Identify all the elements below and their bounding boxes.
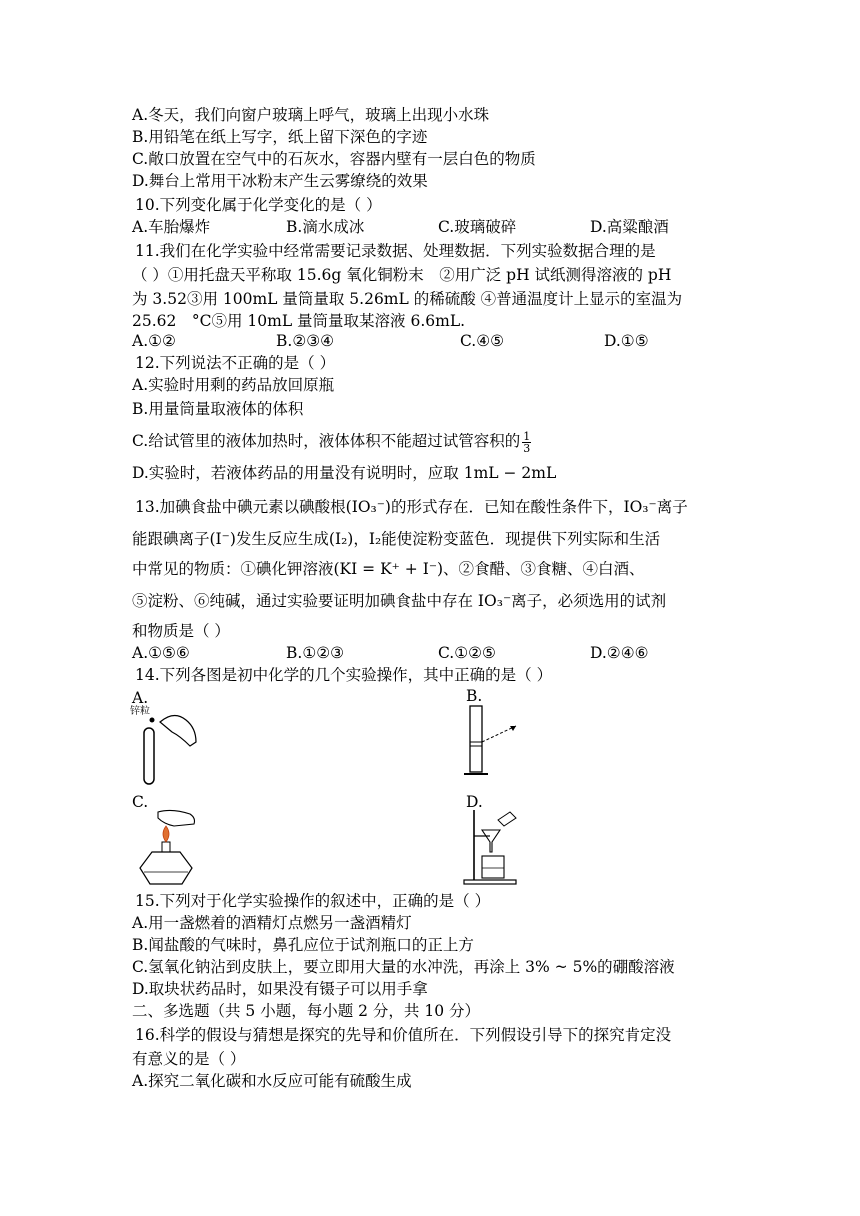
- question-14: 14.下列各图是初中化学的几个实验操作，其中正确的是（ ）: [135, 666, 553, 684]
- q13-option-c: C.①②⑤: [438, 644, 496, 662]
- q12-option-d: D.实验时，若液体药品的用量没有说明时，应取 1mL − 2mL: [132, 464, 557, 482]
- question-16-line2: 有意义的是（ ）: [132, 1050, 246, 1068]
- figure-b-cylinder-drawing: [460, 700, 540, 780]
- question-10: 10.下列变化属于化学变化的是（ ）: [135, 196, 382, 214]
- q12-option-c: [132, 430, 531, 454]
- figure-c-label: C.: [132, 793, 149, 811]
- figure-d-label: D.: [466, 793, 483, 811]
- q11-option-d: D.①⑤: [604, 332, 649, 350]
- q10-option-c: C.玻璃破碎: [438, 218, 517, 236]
- q9-option-b: B.用铅笔在纸上写字，纸上留下深色的字迹: [132, 128, 428, 146]
- q16-option-a: A.探究二氧化碳和水反应可能有硫酸生成: [132, 1072, 412, 1090]
- question-11-line4: 25.62 °C⑤用 10mL 量筒量取某溶液 6.6mL.: [132, 312, 466, 330]
- question-13-line3: 中常见的物质：①碘化钾溶液(KI = K⁺ + I⁻)、②食醋、③食糖、④白酒、: [132, 560, 645, 578]
- question-13-line5: 和物质是（ ）: [132, 622, 230, 640]
- q10-option-b: B.滴水成冰: [286, 218, 365, 236]
- q9-option-c: C.敞口放置在空气中的石灰水，容器内壁有一层白色的物质: [132, 150, 536, 168]
- figure-a-test-tube-drawing: [130, 702, 210, 790]
- q15-option-b: B.闻盐酸的气味时，鼻孔应位于试剂瓶口的正上方: [132, 936, 474, 954]
- q15-option-a: A.用一盏燃着的酒精灯点燃另一盏酒精灯: [132, 914, 412, 932]
- question-11-line3: 为 3.52③用 100mL 量筒量取 5.26mL 的稀硫酸 ④普通温度计上显示的室温为: [132, 290, 683, 308]
- q12-option-a: A.实验时用剩的药品放回原瓶: [132, 376, 335, 394]
- question-13-line4: ⑤淀粉、⑥纯碱，通过实验要证明加碘食盐中存在 IO₃⁻离子，必须选用的试剂: [132, 592, 667, 610]
- fraction-one-third: $\frac{1}{3}$: [523, 429, 531, 455]
- question-11-line2: （ ）①用托盘天平称取 15.6g 氧化铜粉末 ②用广泛 pH 试纸测得溶液的 pH: [132, 266, 672, 284]
- section-2-heading: 二、多选题（共 5 小题，每小题 2 分，共 10 分）: [132, 1002, 481, 1020]
- question-16-line1: 16.科学的假设与猜想是探究的先导和价值所在．下列假设引导下的探究肯定没: [135, 1026, 672, 1044]
- question-15: 15.下列对于化学实验操作的叙述中，正确的是（ ）: [135, 892, 491, 910]
- q13-option-d: D.②④⑥: [590, 644, 649, 662]
- q9-option-d: D.舞台上常用干冰粉末产生云雾缭绕的效果: [132, 172, 428, 190]
- figure-a-tag: 锌粒: [130, 706, 150, 717]
- q13-option-b: B.①②③: [286, 644, 345, 662]
- figure-d-filtration-drawing: [460, 806, 540, 888]
- q9-option-a: A.冬天，我们向窗户玻璃上呼气，玻璃上出现小水珠: [132, 106, 490, 124]
- figure-c-alcohol-lamp-drawing: [130, 806, 210, 888]
- q11-option-a: A.①②: [132, 332, 176, 350]
- question-12: 12.下列说法不正确的是（ ）: [135, 354, 336, 372]
- question-11-line1: 11.我们在化学实验中经常需要记录数据、处理数据．下列实验数据合理的是: [135, 242, 656, 260]
- q13-option-a: A.①⑤⑥: [132, 644, 190, 662]
- figure-a-label: A.: [132, 689, 149, 707]
- q11-option-b: B.②③④: [276, 332, 335, 350]
- q11-option-c: C.④⑤: [460, 332, 505, 350]
- q15-option-d: D.取块状药品时，如果没有镊子可以用手拿: [132, 980, 428, 998]
- q12-option-b: B.用量筒量取液体的体积: [132, 400, 304, 418]
- question-13-line1: 13.加碘食盐中碘元素以碘酸根(IO₃⁻)的形式存在．已知在酸性条件下，IO₃⁻离子: [135, 498, 688, 516]
- question-13-line2: 能跟碘离子(I⁻)发生反应生成(I₂)，I₂能使淀粉变蓝色．现提供下列实际和生活: [132, 530, 661, 548]
- q15-option-c: C.氢氧化钠沾到皮肤上，要立即用大量的水冲洗，再涂上 3% ~ 5%的硼酸溶液: [132, 958, 675, 976]
- q12-option-c-text: C.给试管里的液体加热时，液体体积不能超过试管容积的: [132, 432, 521, 450]
- figure-b-label: B.: [466, 687, 483, 705]
- q10-option-d: D.高粱酿酒: [590, 218, 669, 236]
- q10-option-a: A.车胎爆炸: [132, 218, 211, 236]
